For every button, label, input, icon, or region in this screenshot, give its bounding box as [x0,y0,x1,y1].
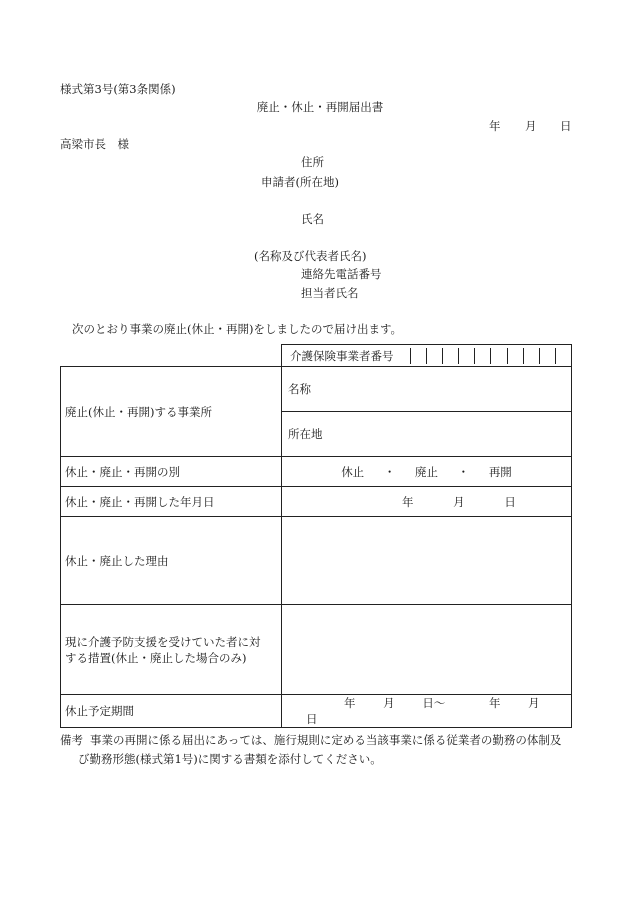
date-year: 年 [489,119,501,133]
period-label: 休止予定期間 [61,695,282,728]
period-month1: 月 [383,696,395,710]
facility-name-label: 名称 [288,382,311,396]
date-row [61,487,572,517]
period-year1: 年 [344,696,356,710]
insurer-number-cell [282,345,572,367]
digit-box[interactable] [426,348,442,364]
remarks-head: 備考 [60,733,83,747]
period-field[interactable] [282,695,572,728]
measures-label [61,605,282,695]
period-month2: 月 [528,696,540,710]
date-label: 休止・廃止・再開した年月日 [61,487,282,517]
period-day1: 日〜 [422,696,446,710]
digit-box[interactable] [507,348,523,364]
digit-box[interactable] [458,348,474,364]
measures-label-line2: する措置(休止・廃止した場合のみ) [65,650,247,665]
intro-sentence: 次のとおり事業の廃止(休止・再開)をしましたので届け出ます。 [72,322,403,336]
facility-name-row [61,367,572,412]
facility-address-field[interactable] [282,412,572,457]
measures-field[interactable] [282,605,572,695]
notification-table [60,344,572,728]
reason-row [61,517,572,605]
date-day: 日 [560,119,572,133]
digit-box[interactable] [490,348,506,364]
type-label: 休止・廃止・再開の別 [61,457,282,487]
digit-box[interactable] [523,348,539,364]
date-month: 月 [525,119,537,133]
date-day-unit: 日 [504,494,516,509]
remarks-line1: 事業の再開に係る届出にあっては、施行規則に定める当該事業に係る従業者の勤務の体制及 [90,733,562,747]
option-resume: 再開 [488,464,512,479]
remarks-line2: び勤務形態(様式第1号)に関する書類を添付してください。 [78,752,382,766]
date-month-unit: 月 [453,494,465,509]
option-separator: ・ [383,464,396,479]
digit-box[interactable] [539,348,555,364]
option-suspend: 休止 [341,464,365,479]
addressee: 高梁市長 様 [60,137,129,151]
measures-label-line1: 現に介護予防支援を受けていた者に対 [65,634,261,649]
insurer-number-row [61,345,572,367]
digit-box[interactable] [410,348,426,364]
applicant-role-label: 申請者(所在地) [261,175,339,189]
period-row [61,695,572,728]
facility-label: 廃止(休止・再開)する事業所 [61,367,282,457]
form-title: 廃止・休止・再開届出書 [256,100,384,114]
period-day2: 日 [306,712,318,726]
phone-label: 連絡先電話番号 [301,267,382,281]
date-year-unit: 年 [402,494,414,509]
digit-box[interactable] [442,348,458,364]
form-number: 様式第3号(第3条関係) [60,82,176,96]
type-options[interactable] [282,457,572,487]
reason-field[interactable] [282,517,572,605]
contact-person-label: 担当者氏名 [301,286,359,300]
reason-label: 休止・廃止した理由 [61,517,282,605]
date-field[interactable] [282,487,572,517]
insurer-number-label: 介護保険事業者番号 [290,348,394,363]
facility-address-label: 所在地 [288,427,323,441]
measures-row [61,605,572,695]
digit-box[interactable] [555,348,571,364]
name-label: 氏名 [301,212,324,226]
address-label: 住所 [301,155,324,169]
name-note: (名称及び代表者氏名) [254,249,367,263]
option-abolish: 廃止 [415,464,438,479]
facility-name-field[interactable] [282,367,572,412]
type-row [61,457,572,487]
period-year2: 年 [488,696,501,710]
option-separator: ・ [457,464,470,479]
digit-box[interactable] [474,348,490,364]
